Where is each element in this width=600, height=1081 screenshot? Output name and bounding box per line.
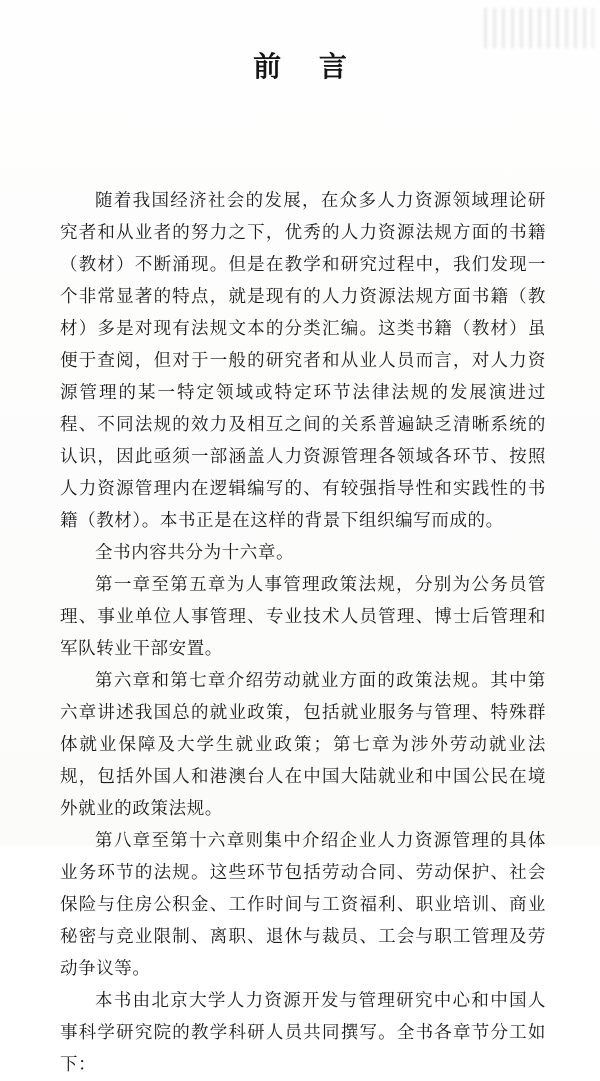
preface-body — [60, 185, 546, 1081]
paragraph-chapters-8-16: 第八章至第十六章则集中介绍企业人力资源管理的具体业务环节的法规。这些环节包括劳动合同、劳动保护、社会保险与住房公积金、工作时间与工资福利、职业培训、商业秘密与竞业限制、离职、退休与裁员、工会与职工管理及劳动争议等。 — [60, 831, 546, 979]
page-title: 前 言 — [253, 49, 361, 83]
paragraph-chapters-6-7: 第六章和第七章介绍劳动就业方面的政策法规。其中第六章讲述我国总的就业政策，包括就业服务与管理、特殊群体就业保障及大学生就业政策；第七章为涉外劳动就业法规，包括外国人和港澳台人在中国大陆就业和中国公民在境外就业的政策法规。 — [60, 671, 546, 819]
paragraph-chapters-1-5: 第一章至第五章为人事管理政策法规，分别为公务员管理、事业单位人事管理、专业技术人员管理、博士后管理和军队转业干部安置。 — [60, 575, 546, 659]
paragraph-chapter-count: 全书内容共分为十六章。 — [95, 543, 295, 563]
paragraph-authors: 本书由北京大学人力资源开发与管理研究中心和中国人事科学研究院的教学科研人员共同撰写。全书各章节分工如下： — [60, 991, 546, 1075]
paragraph-intro: 随着我国经济社会的发展，在众多人力资源领域理论研究者和从业者的努力之下，优秀的人力资源法规方面的书籍（教材）不断涌现。但是在教学和研究过程中，我们发现一个非常显著的特点，就是现有的人力资源法规方面书籍（教材）多是对现有法规文本的分类汇编。这类书籍（教材）虽便于查阅，但对于一般的研究者和从业人员而言，对人力资源管理的某一特定领域或特定环节法律法规的发展演进过程、不同法规的效力及相互之间的关系普遍缺乏清晰系统的认识，因此亟须一部涵盖人力资源管理各领域各环节、按照人力资源管理内在逻辑编写的、有较强指导性和实践性的书籍（教材）。本书正是在这样的背景下组织编写而成的。 — [60, 191, 546, 531]
bleed-through-mark — [484, 8, 594, 48]
